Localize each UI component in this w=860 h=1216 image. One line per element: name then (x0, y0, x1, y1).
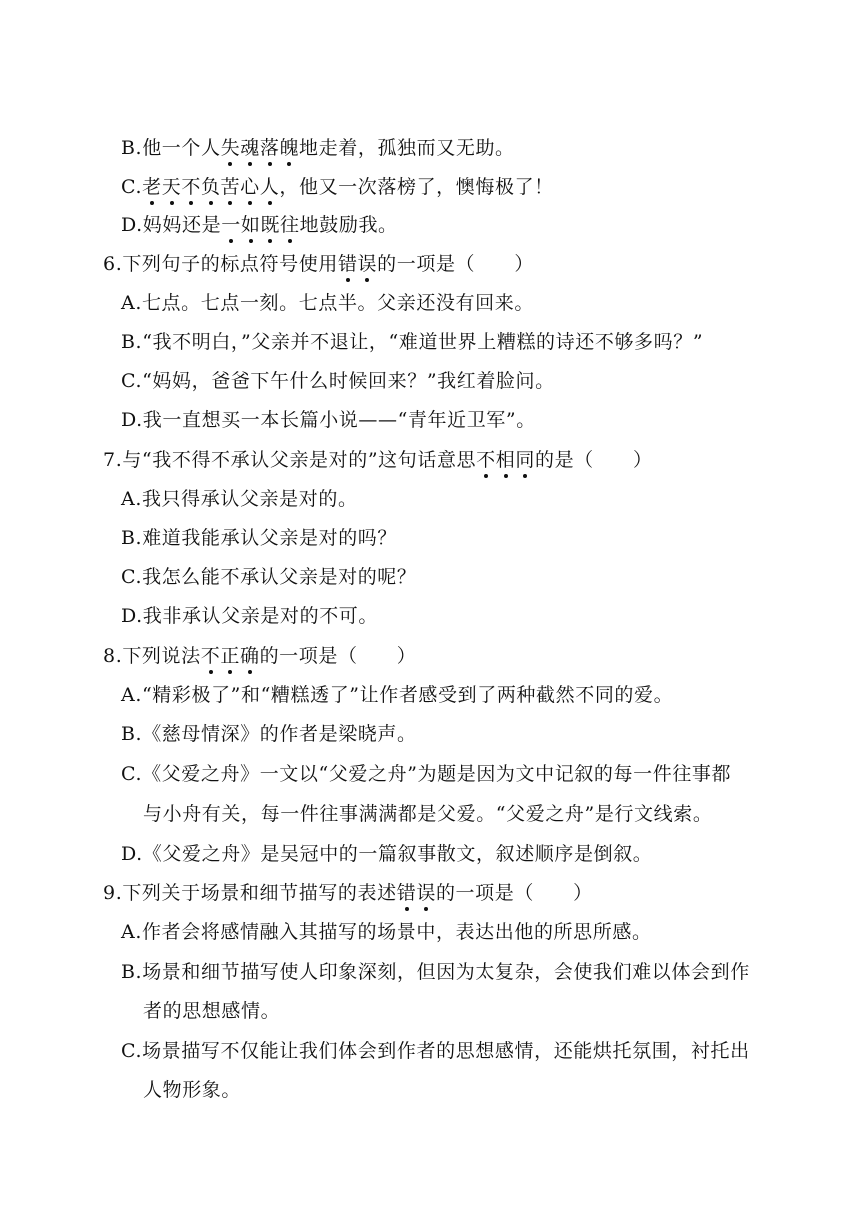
emphasis-char: 如 (240, 214, 261, 236)
emphasis-char: 正 (220, 645, 240, 667)
q5-option-c: C.老天不负苦心人，他又一次落榜了，懊悔极了！ (121, 176, 554, 198)
q9-option-a: A.作者会将感情融入其描写的场景中，表达出他的所思所感。 (121, 921, 652, 943)
emphasis-char: 落 (259, 137, 280, 159)
q6-stem-emphasis (338, 253, 377, 275)
q7-option-c: C.我怎么能不承认父亲是对的呢？ (121, 566, 417, 588)
q9-option-b-line2: 者的思想感情。 (143, 1000, 281, 1022)
q6-option-b: B.“我不明白，”父亲并不退让，“难道世界上糟糕的诗还不够多吗？” (121, 331, 704, 353)
emphasis-char: 心 (240, 176, 260, 198)
q7-option-b: B.难道我能承认父亲是对的吗？ (121, 527, 398, 549)
q5-option-b: B.他一个人失魂落魄地走着，孤独而又无助。 (121, 137, 515, 159)
emphasis-char: 错 (337, 253, 358, 275)
q9-stem: 9.下列关于场景和细节描写的表述错误的一项是（ ） (103, 882, 593, 904)
emphasis-char: 负 (200, 176, 221, 198)
q8-option-d: D.《父爱之舟》是吴冠中的一篇叙事散文，叙述顺序是倒叙。 (121, 843, 653, 865)
q5-option-d-emphasis (221, 214, 299, 236)
emphasis-char: 天 (161, 176, 182, 198)
q5-option-b-emphasis (221, 137, 299, 159)
emphasis-char: 人 (259, 176, 280, 198)
q8-stem: 8.下列说法不正确的一项是（ ） (103, 645, 417, 667)
q7-stem: 7.与“我不得不承认父亲是对的”这句话意思不相同的是（ ） (103, 449, 653, 471)
q9-stem-emphasis (397, 882, 436, 904)
emphasis-char: 不 (200, 645, 221, 667)
emphasis-char: 魂 (240, 137, 260, 159)
q9-option-c-line2: 人物形象。 (143, 1079, 242, 1101)
emphasis-char: 一 (221, 214, 241, 236)
q8-option-c-line1: C.《父爱之舟》一文以“父爱之舟”为题是因为文中记叙的每一件往事都 (121, 763, 732, 785)
emphasis-char: 魄 (279, 137, 300, 159)
emphasis-char: 既 (260, 214, 281, 236)
q6-option-a: A.七点。七点一刻。七点半。父亲还没有回来。 (121, 292, 534, 314)
q6-stem: 6.下列句子的标点符号使用错误的一项是（ ） (103, 253, 534, 275)
q8-option-a: A.“精彩极了”和“糟糕透了”让作者感受到了两种截然不同的爱。 (121, 684, 674, 706)
emphasis-char: 苦 (220, 176, 241, 198)
emphasis-char: 往 (280, 214, 300, 236)
emphasis-char: 误 (416, 882, 436, 904)
q5-option-d: D.妈妈还是一如既往地鼓励我。 (121, 214, 398, 236)
q8-option-b: B.《慈母情深》的作者是梁晓声。 (121, 723, 417, 745)
q7-stem-emphasis (476, 449, 535, 471)
emphasis-char: 不 (476, 449, 496, 471)
emphasis-char: 确 (239, 645, 260, 667)
q6-option-d: D.我一直想买一本长篇小说——“青年近卫军”。 (121, 409, 536, 431)
q5-option-c-emphasis (142, 176, 279, 198)
emphasis-char: 老 (142, 176, 162, 198)
emphasis-char: 不 (181, 176, 201, 198)
emphasis-char: 失 (220, 137, 241, 159)
q8-option-c-line2: 与小舟有关，每一件往事满满都是父爱。“父爱之舟”是行文线索。 (143, 803, 713, 825)
emphasis-char: 错 (396, 882, 417, 904)
emphasis-char: 同 (515, 449, 535, 471)
emphasis-char: 相 (495, 449, 516, 471)
q9-option-b-line1: B.场景和细节描写使人印象深刻，但因为太复杂，会使我们难以体会到作 (121, 961, 750, 983)
q7-option-a: A.我只得承认父亲是对的。 (121, 488, 358, 510)
q6-option-c: C.“妈妈，爸爸下午什么时候回来？”我红着脸问。 (121, 370, 555, 392)
q9-option-c-line1: C.场景描写不仅能让我们体会到作者的思想感情，还能烘托氛围，衬托出 (121, 1040, 750, 1062)
q8-stem-emphasis (201, 645, 260, 667)
emphasis-char: 误 (357, 253, 378, 275)
q7-option-d: D.我非承认父亲是对的不可。 (121, 605, 378, 627)
